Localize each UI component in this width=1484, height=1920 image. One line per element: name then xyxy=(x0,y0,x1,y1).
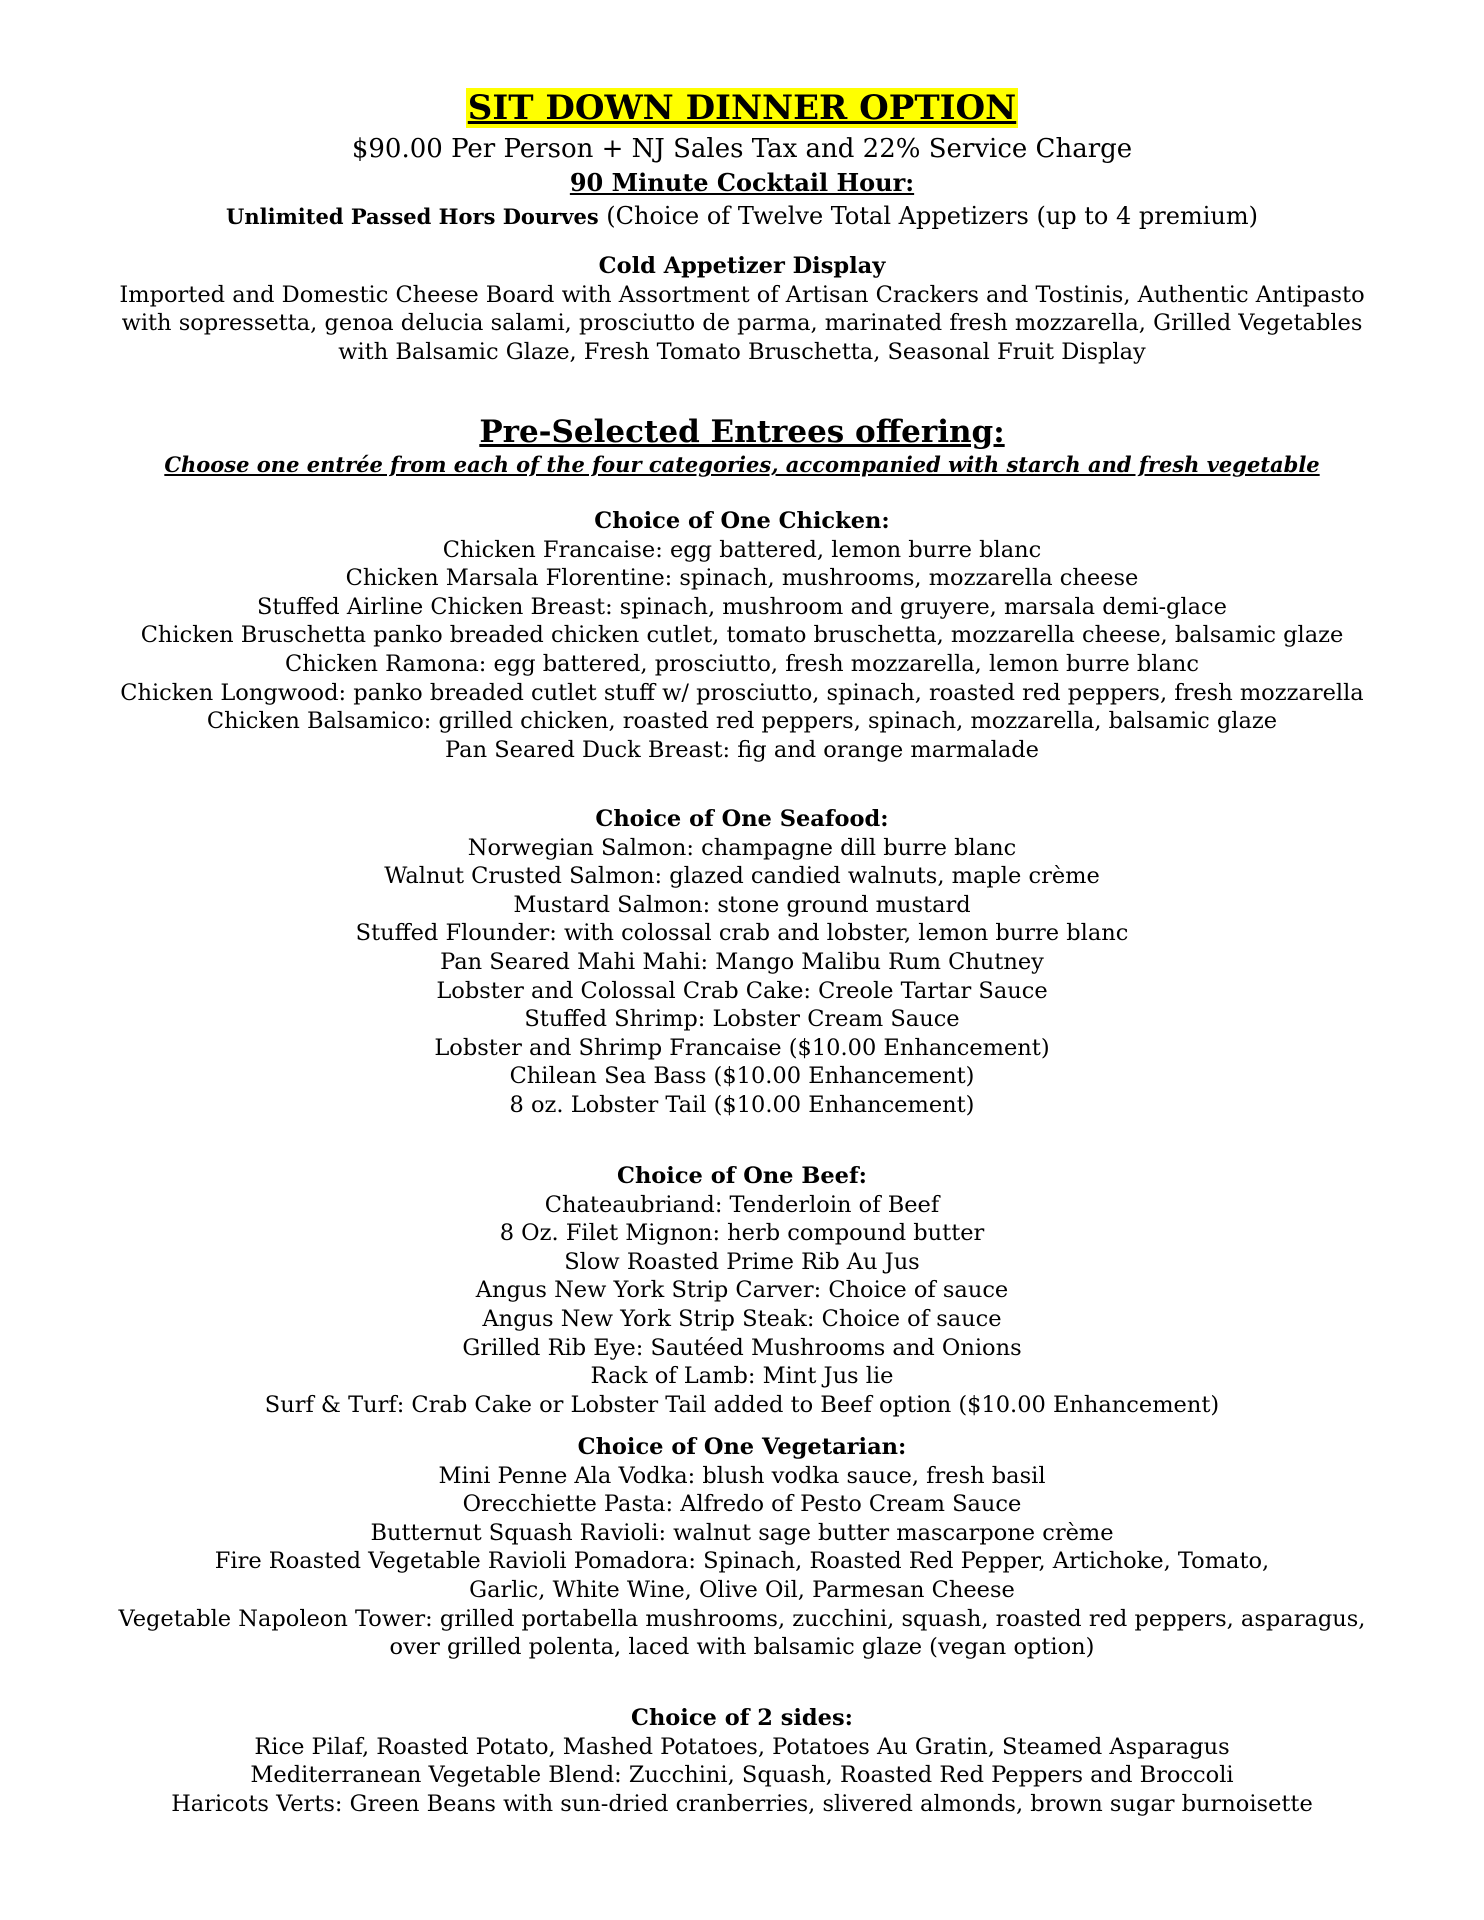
menu-item: Chilean Sea Bass ($10.00 Enhancement) xyxy=(509,1063,975,1090)
menu-item: Chateaubriand: Tenderloin of Beef xyxy=(544,1191,940,1218)
menu-item: Butternut Squash Ravioli: walnut sage butter mascarpone crème xyxy=(370,1519,1114,1546)
menu-item: Surf & Turf: Crab Cake or Lobster Tail added to Beef option ($10.00 Enhancement) xyxy=(264,1391,1220,1418)
menu-item: Angus New York Strip Steak: Choice of sauce xyxy=(482,1305,1002,1332)
passed-label: Unlimited Passed Hors Dourves xyxy=(226,204,599,229)
entrees-heading: Pre-Selected Entrees offering: xyxy=(479,414,1005,450)
cocktail-hour-heading: 90 Minute Cocktail Hour: xyxy=(569,168,915,197)
chicken-section xyxy=(0,507,1484,764)
section-heading: Choice of 2 sides: xyxy=(631,1705,853,1731)
menu-item: Lobster and Shrimp Francaise ($10.00 Enhancement) xyxy=(434,1034,1050,1061)
menu-item: Slow Roasted Prime Rib Au Jus xyxy=(564,1248,920,1275)
menu-item: Mustard Salmon: stone ground mustard xyxy=(513,891,971,918)
menu-item: Chicken Balsamico: grilled chicken, roasted red peppers, spinach, mozzarella, balsamic glaze xyxy=(206,708,1278,735)
menu-item: Norwegian Salmon: champagne dill burre blanc xyxy=(467,834,1017,861)
menu-item: Chicken Francaise: egg battered, lemon burre blanc xyxy=(442,536,1042,563)
menu-item: Chicken Bruschetta panko breaded chicken cutlet, tomato bruschetta, mozzarella cheese, balsamic glaze xyxy=(140,622,1344,649)
section-heading: Choice of One Seafood: xyxy=(595,806,889,832)
menu-item: Walnut Crusted Salmon: glazed candied walnuts, maple crème xyxy=(384,863,1100,890)
menu-item: Stuffed Shrimp: Lobster Cream Sauce xyxy=(524,1006,960,1033)
seafood-section xyxy=(0,805,1484,1120)
vegetarian-section xyxy=(0,1433,1484,1662)
menu-item: Chicken Ramona: egg battered, prosciutto, fresh mozzarella, lemon burre blanc xyxy=(284,650,1200,677)
cold-appetizer-section xyxy=(0,252,1484,366)
passed-note: (Choice of Twelve Total Appetizers (up to 4 premium) xyxy=(598,202,1258,230)
menu-item: Stuffed Flounder: with colossal crab and lobster, lemon burre blanc xyxy=(355,920,1129,947)
section-heading: Choice of One Vegetarian: xyxy=(577,1434,907,1460)
menu-item: Rack of Lamb: Mint Jus lie xyxy=(590,1363,894,1390)
menu-item: Haricots Verts: Green Beans with sun-dried cranberries, slivered almonds, brown sugar burnoisette xyxy=(171,1790,1313,1817)
menu-item: Pan Seared Mahi Mahi: Mango Malibu Rum Chutney xyxy=(440,948,1044,975)
beef-section xyxy=(0,1162,1484,1419)
menu-item: Stuffed Airline Chicken Breast: spinach, mushroom and gruyere, marsala demi-glace xyxy=(257,593,1227,620)
menu-item: Vegetable Napoleon Tower: grilled portabella mushrooms, zucchini, squash, roasted red peppers, asparagus, xyxy=(118,1605,1366,1632)
menu-item: Rice Pilaf, Roasted Potato, Mashed Potatoes, Potatoes Au Gratin, Steamed Asparagus xyxy=(254,1733,1230,1760)
menu-item: Angus New York Strip Carver: Choice of sauce xyxy=(475,1277,1009,1304)
menu-item: Chicken Marsala Florentine: spinach, mushrooms, mozzarella cheese xyxy=(345,565,1139,592)
page-title-text: SIT DOWN DINNER OPTION xyxy=(467,88,1017,128)
menu-item: Mediterranean Vegetable Blend: Zucchini, Squash, Roasted Red Peppers and Broccoli xyxy=(250,1762,1234,1789)
section-line: with Balsamic Glaze, Fresh Tomato Bruschetta, Seasonal Fruit Display xyxy=(338,338,1146,365)
sides-section xyxy=(0,1704,1484,1818)
menu-item: Pan Seared Duck Breast: fig and orange marmalade xyxy=(445,736,1039,763)
section-heading: Cold Appetizer Display xyxy=(598,253,886,279)
menu-item: 8 Oz. Filet Mignon: herb compound butter xyxy=(499,1220,985,1247)
entrees-subheading: Choose one entrée from each of the four categories, accompanied with starch and fresh vegetable xyxy=(164,452,1320,477)
menu-item: over grilled polenta, laced with balsamic glaze (vegan option) xyxy=(389,1634,1095,1661)
menu-item: Grilled Rib Eye: Sautéed Mushrooms and Onions xyxy=(462,1334,1022,1361)
menu-item: Lobster and Colossal Crab Cake: Creole Tartar Sauce xyxy=(436,977,1048,1004)
section-heading: Choice of One Beef: xyxy=(617,1163,867,1189)
menu-item: Mini Penne Ala Vodka: blush vodka sauce, fresh basil xyxy=(438,1462,1046,1489)
menu-item: Orecchiette Pasta: Alfredo of Pesto Cream Sauce xyxy=(462,1491,1022,1518)
section-line: with sopressetta, genoa delucia salami, prosciutto de parma, marinated fresh mozzarella, Grilled Vegetables xyxy=(121,310,1363,337)
price-line: $90.00 Per Person + NJ Sales Tax and 22% Service Charge xyxy=(351,134,1133,164)
menu-item: Garlic, White Wine, Olive Oil, Parmesan Cheese xyxy=(469,1576,1015,1603)
page-title xyxy=(0,86,1484,130)
menu-item: Fire Roasted Vegetable Ravioli Pomadora: Spinach, Roasted Red Pepper, Artichoke, Tomato, xyxy=(214,1548,1270,1575)
menu-item: 8 oz. Lobster Tail ($10.00 Enhancement) xyxy=(509,1091,975,1118)
section-heading: Choice of One Chicken: xyxy=(594,508,890,534)
passed-hors-dourves xyxy=(0,198,1484,235)
section-line: Imported and Domestic Cheese Board with Assortment of Artisan Crackers and Tostinis, Authentic Antipasto xyxy=(119,281,1365,308)
menu-item: Chicken Longwood: panko breaded cutlet stuff w/ prosciutto, spinach, roasted red peppers, fresh mozzarella xyxy=(120,679,1364,706)
